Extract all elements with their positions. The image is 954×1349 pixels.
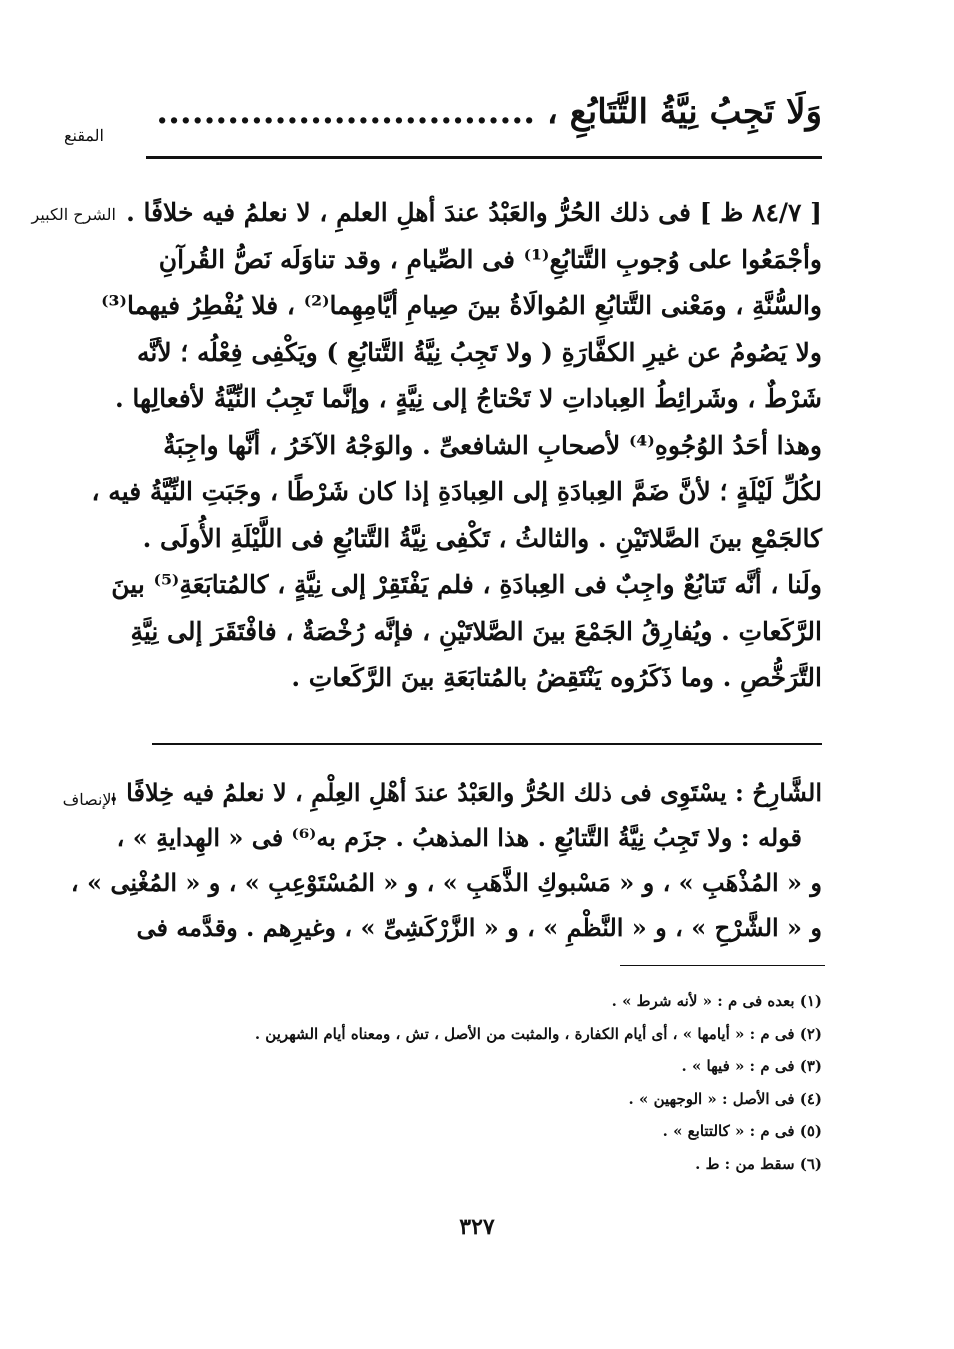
sharh-line: الرَّكَعاتِ . ويُفارِقُ الجَمْعَ بينَ الصَّلاتَيْنِ ، فإنَّه رُخْصَةٌ ، فافْتَقَرَ إلى نِيَّةِ xyxy=(130,616,822,646)
insaf-line: و « الشَّرْحِ » ، و « النَّظْمِ » ، و « الزَّرْكَشِىِّ » ، وغيرِهم . وقدَّمه فى xyxy=(136,913,822,942)
sharh-line: ولا يَصُومُ عن غيرِ الكفَّارَةِ ( ولا تَجِبُ نِيَّةُ التَّتابُعِ ) ويَكْفِى فِعْلُه ؛ لأنَّه xyxy=(136,337,822,367)
page-header-text: وَلَا تَجِبُ نِيَّةُ التَّتَابُعِ ، ................................ xyxy=(156,92,822,132)
sharh-line: شَرْطٌ ، وشَرائِطُ العِباداتِ لا تَحْتاجُ إلى نِيَّةٍ ، وإنَّما تَجِبُ النِّيَّةُ لأفعالِها . xyxy=(114,384,822,413)
footnote: (٥) فى م : « كالتتابع » . xyxy=(662,1122,822,1140)
page-number: ٣٢٧ xyxy=(459,1214,495,1240)
sharh-line: والسُّنَّةِ ، ومَعْنى التَّتابُعِ المُوالَاةُ بينَ صِيامِ أيَّامِهِما⁽²⁾ ، فلا يُفْطِرُ فيهما⁽³⁾ xyxy=(101,291,822,320)
insaf-line: الشَّارِحُ : يسْتَوِى فى ذلك الحُرُّ والعَبْدُ عندَ أهْلِ العِلْمِ ، لا نعلمُ فيه خِلافًا . xyxy=(109,778,822,807)
insaf-side-label: الإنصاف xyxy=(62,790,116,809)
footnotes-block xyxy=(122,985,822,1180)
footnote: (٣) فى م : « فيها » . xyxy=(681,1057,822,1075)
footnote: (٤) فى الأصل : « الوجهين » . xyxy=(628,1089,822,1108)
sharh-line: [ ٨٤/٧ ظ ] فى ذلك الحُرُّ والعَبْدُ عندَ أهلِ العلمِ ، لا نعلمُ فيه خلافًا . xyxy=(126,198,822,227)
footnote: (٢) فى م : « أيامها » ، أى أيام الكفارة ، والمثبت من الأصل ، تش ، ومعناه أيام الشهرين . xyxy=(254,1024,822,1043)
insaf-line: قوله : ولا تَجِبُ نِيَّةُ التَّتابُعِ . هذا المذهبُ . جزَم به⁽⁶⁾ فى « الهِدايةِ » ، xyxy=(116,823,802,852)
sharh-line: كالجَمْعِ بينَ الصَّلاتَيْنِ . والثالثُ ، تَكْفِى نِيَّةُ التَّتابُعِ فى اللَّيْلَةِ الأُولَى . xyxy=(142,523,822,553)
footnote: (١) بعده فى م : « لأنه شرط » . xyxy=(611,992,822,1010)
sharh-side-label: الشرح الكبير xyxy=(31,205,116,224)
header-side-label: المقنع xyxy=(63,126,104,145)
sharh-text-block xyxy=(91,190,822,702)
sharh-line: وأجْمَعُوا على وُجوبِ التَّتابُعِ⁽¹⁾ فى الصِّيامِ ، وقد تناوَلَه نَصُّ القُرآنِ xyxy=(158,244,822,274)
sharh-line: لكُلِّ لَيْلَةٍ ؛ لأنَّ ضَمَّ العِبادَةِ إلى العِبادَةِ إذا كان شَرْطًا ، وجَبَتِ النِّيَّةُ فيه ، xyxy=(91,477,822,506)
insaf-line: و « المُذْهَبِ » ، و « مَسْبوكِ الذَّهَبِ » ، و « المُسْتَوْعِبِ » ، و « المُغْنِى » ، xyxy=(70,868,822,897)
sharh-line: وهذا أحَدُ الوُجُوهِ⁽⁴⁾ لأصحابِ الشافعىِّ . والوَجْهُ الآخَرُ ، أنَّها واجِبَةٌ xyxy=(163,430,822,460)
sharh-line: التَّرَخُّصِ . وما ذَكَرُوه يَنْتَقِضُ بالمُتابَعَةِ بينَ الرَّكَعاتِ . xyxy=(291,663,822,692)
sharh-line: ولَنا ، أنَّه تَتابُعٌ واجِبٌ فى العِبادَةِ ، فلم يَفْتَقِرْ إلى نِيَّةٍ ، كالمُتابَعَةِ⁽⁵⁾ بينَ xyxy=(111,570,822,599)
header-rule xyxy=(146,156,822,159)
footnote: (٦) سقط من : ط . xyxy=(695,1154,822,1173)
section-divider xyxy=(152,743,822,745)
footnote-separator xyxy=(620,965,825,966)
